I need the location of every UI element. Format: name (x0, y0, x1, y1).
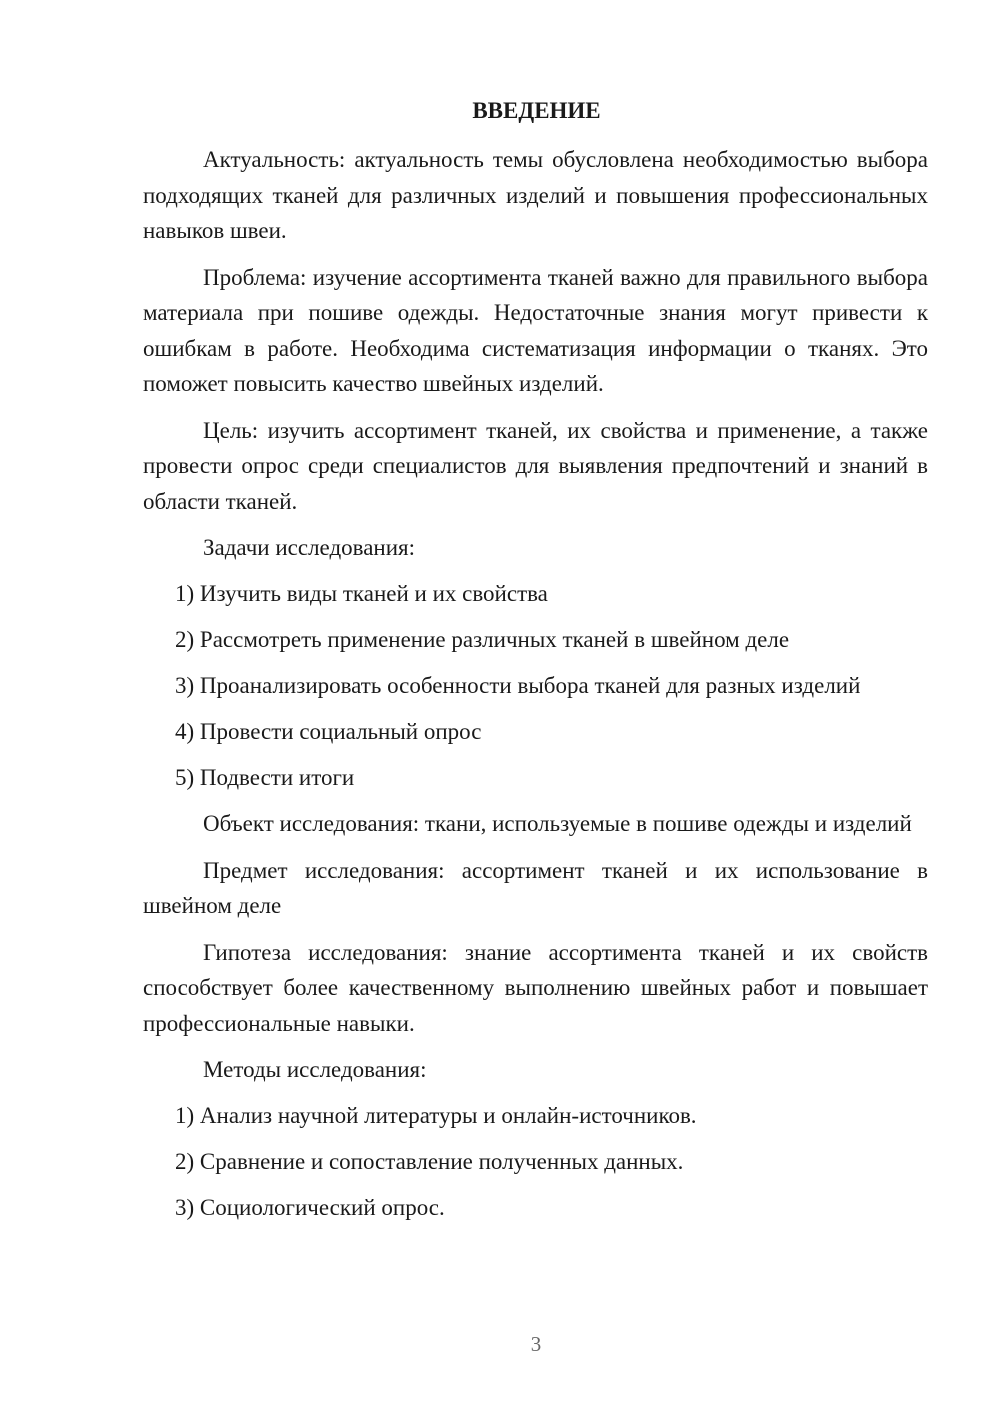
methods-list (143, 1098, 928, 1226)
list-item: 2) Сравнение и сопоставление полученных данных. (175, 1149, 684, 1174)
list-item: 3) Проанализировать особенности выбора тканей для разных изделий (175, 673, 861, 698)
paragraph-goal: Цель: изучить ассортимент тканей, их свойства и применение, а также провести опрос среди специалистов для выявления предпочтений и знаний в области тканей. (143, 417, 928, 514)
list-item: 5) Подвести итоги (175, 765, 355, 790)
paragraph-hypothesis: Гипотеза исследования: знание ассортимента тканей и их свойств способствует более качественному выполнению швейных работ и повышает профессиональные навыки. (143, 939, 928, 1036)
list-item: 3) Социологический опрос. (175, 1195, 445, 1220)
page-title: ВВЕДЕНИЕ (472, 98, 601, 123)
tasks-list (143, 576, 928, 796)
paragraph-subject: Предмет исследования: ассортимент тканей и их использование в швейном деле (143, 857, 928, 918)
paragraph-problem: Проблема: изучение ассортимента тканей важно для правильного выбора материала при пошиве одежды. Недостаточные знания могут привести к ошибкам в работе. Необходима систематизация информации о тканях. Это поможет повысить качество швейных изделий. (143, 264, 928, 396)
page-content (143, 95, 928, 1236)
list-item: 2) Рассмотреть применение различных тканей в швейном деле (175, 627, 790, 652)
list-item: 4) Провести социальный опрос (175, 719, 482, 744)
methods-heading: Методы исследования: (203, 1057, 427, 1082)
list-item: 1) Изучить виды тканей и их свойства (175, 581, 548, 606)
page-number: 3 (530, 1332, 542, 1356)
paragraph-object: Объект исследования: ткани, используемые в пошиве одежды и изделий (203, 811, 912, 836)
list-item: 1) Анализ научной литературы и онлайн-источников. (175, 1103, 697, 1128)
tasks-heading: Задачи исследования: (203, 535, 416, 560)
paragraph-relevance: Актуальность: актуальность темы обусловлена необходимостью выбора подходящих тканей для различных изделий и повышения профессиональных навыков швеи. (143, 147, 928, 243)
